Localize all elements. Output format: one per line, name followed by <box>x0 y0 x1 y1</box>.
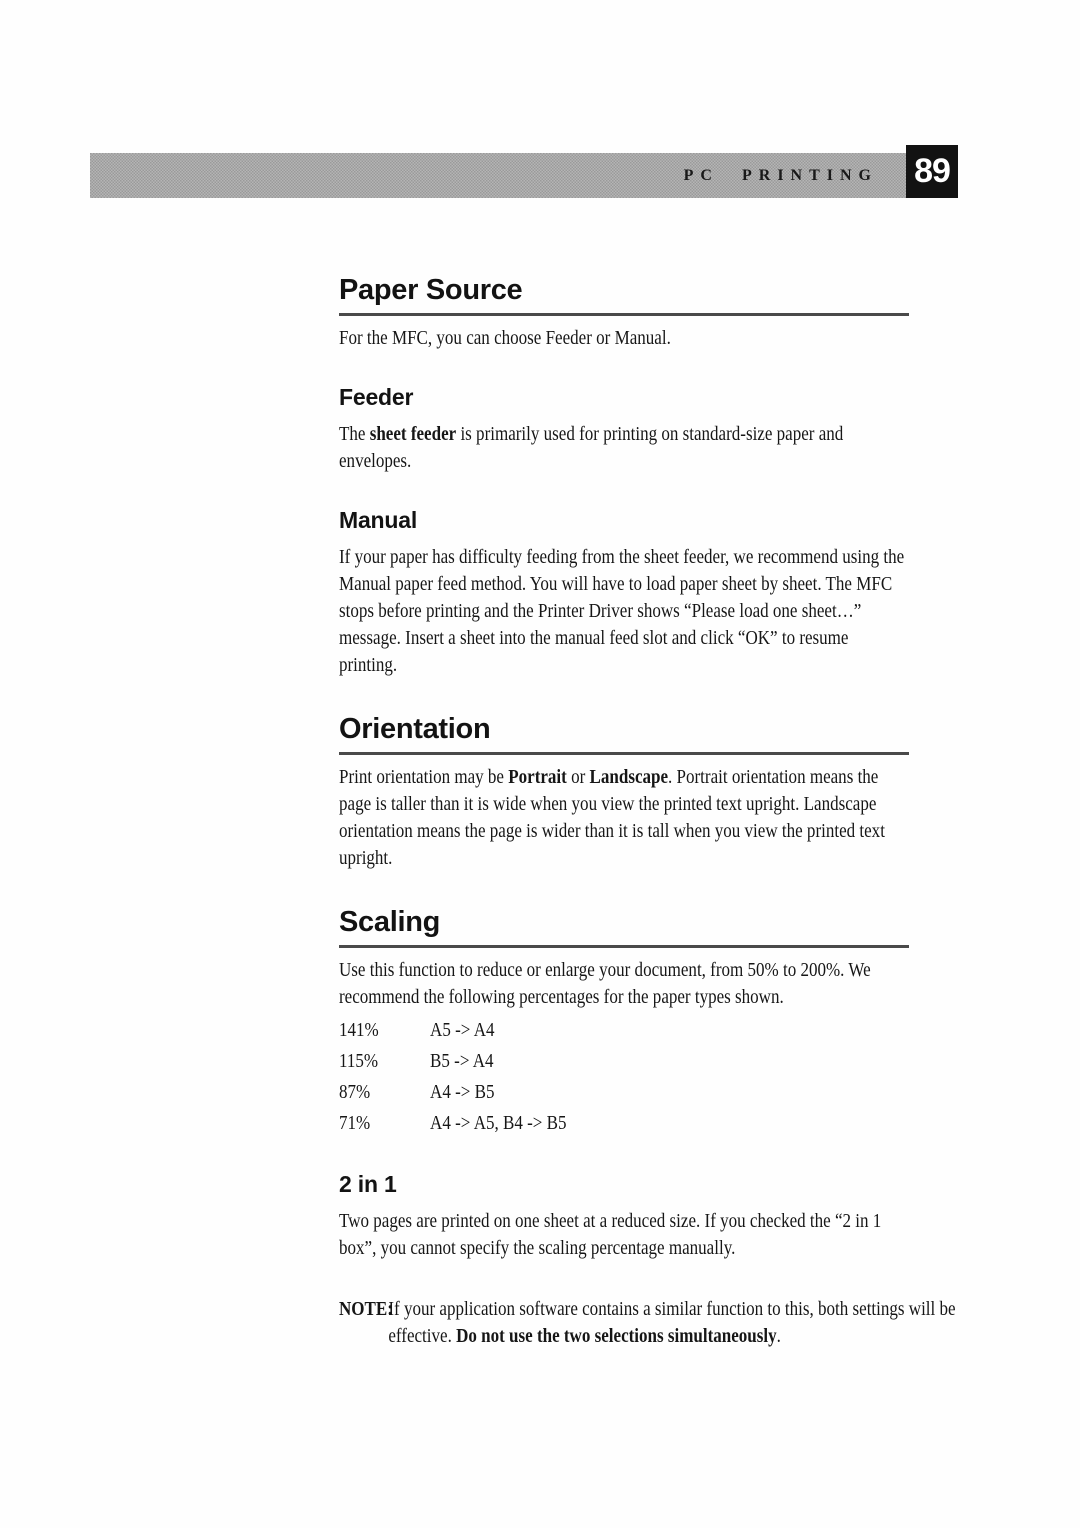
table-row <box>339 1015 909 1046</box>
page-number: 89 <box>914 152 950 190</box>
table-row <box>339 1046 909 1077</box>
heading-orientation: Orientation <box>339 713 909 755</box>
heading-feeder: Feeder <box>339 384 414 410</box>
orientation-paragraph: Print orientation may be Portrait or Landscape. Portrait orientation means the page is taller than it is wide when you view the printed text upright. Landscape orientation means the page is wider than it is tall when you view the printed text upright. <box>339 766 885 869</box>
paper-source-intro: For the MFC, you can choose Feeder or Manual. <box>339 327 671 349</box>
heading-manual: Manual <box>339 507 418 533</box>
scale-percent: 87% <box>339 1081 371 1103</box>
note-block <box>339 1296 959 1350</box>
table-row <box>339 1108 909 1139</box>
scale-percent: 115% <box>339 1050 379 1072</box>
scale-conversion: B5 -> A4 <box>430 1050 494 1072</box>
scaling-table <box>339 1015 909 1139</box>
scale-percent: 141% <box>339 1019 379 1041</box>
page-number-box <box>906 145 958 198</box>
table-row <box>339 1077 909 1108</box>
section-orientation <box>339 713 909 872</box>
heading-2-in-1: 2 in 1 <box>339 1171 397 1197</box>
section-paper-source <box>339 274 909 679</box>
section-scaling <box>339 906 909 1262</box>
note-label: NOTE: <box>339 1298 393 1320</box>
two-in-one-paragraph: Two pages are printed on one sheet at a reduced size. If you checked the “2 in 1 box”, you cannot specify the scaling percentage manually. <box>339 1210 882 1259</box>
scale-conversion: A5 -> A4 <box>430 1019 495 1041</box>
scaling-intro: Use this function to reduce or enlarge your document, from 50% to 200%. We recommend the following percentages for the paper types shown. <box>339 959 871 1008</box>
heading-paper-source: Paper Source <box>339 274 909 316</box>
note-paragraph: If your application software contains a similar function to this, both settings will be effective. Do not use the two selections simultaneously. <box>388 1298 956 1347</box>
header-section-title: PC PRINTING <box>683 167 878 184</box>
page-content <box>339 274 956 1350</box>
scale-percent: 71% <box>339 1112 371 1134</box>
scale-conversion: A4 -> B5 <box>430 1081 495 1103</box>
scale-conversion: A4 -> A5, B4 -> B5 <box>430 1112 567 1134</box>
header-band <box>90 153 906 198</box>
heading-scaling: Scaling <box>339 906 909 948</box>
feeder-paragraph: The sheet feeder is primarily used for printing on standard-size paper and envelopes. <box>339 423 844 472</box>
manual-paragraph: If your paper has difficulty feeding from the sheet feeder, we recommend using the Manual paper feed method. You will have to load paper sheet by sheet. The MFC stops before printing and the Printer Driver shows “Please load one sheet…” message. Insert a sheet into the manual feed slot and click “OK” to resume printing. <box>339 546 905 676</box>
